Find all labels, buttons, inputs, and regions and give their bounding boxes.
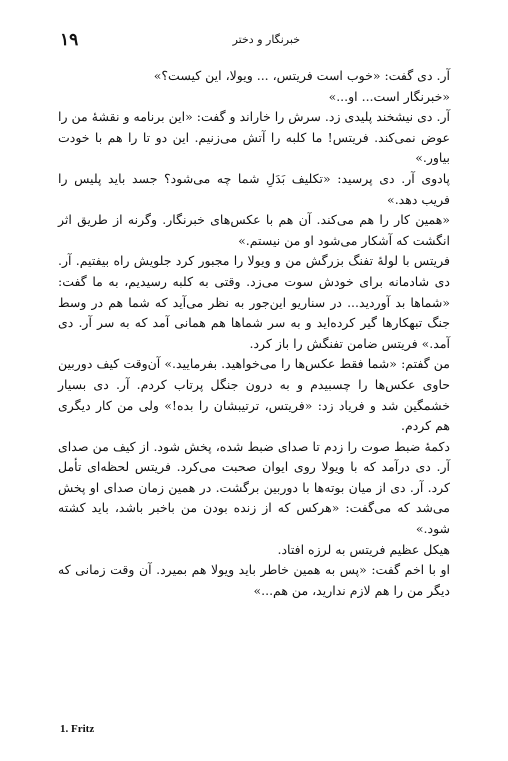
paragraph: پادوی آر. دی پرسید: «تکلیف بَدَلِ شما چه می‌شود؟ جسد باید پلیس را فریب دهد.» (58, 170, 450, 207)
paragraph: «همین کار را هم می‌کند. آن هم با عکس‌های خبرنگار. وگرنه از طریق اثر انگشت که آشکار می‌شود او من نیستم.» (58, 212, 450, 248)
running-title: خبرنگار و دختر (232, 33, 300, 46)
paragraph: فریتس با لولهٔ تفنگ بزرگش من و ویولا را مجبور کرد جلویش راه بیفتیم. آر. دی شادمانه برای خودش سوت می‌زد. وقتی به کلبه رسیدیم، به ما گفت: «شماها بد آوردید... در سناریو این‌جور به نظر می‌آید که شما هم در وسط جنگ تبهکارها گیر کرده‌اید و به سر شماها هم همانی آمد که به سر آر. دی آمد.» فریتس ضامن تفنگش را باز کرد. (58, 253, 450, 351)
page-header (60, 30, 450, 54)
paragraph: دکمهٔ ضبط صوت را زدم تا صدای ضبط شده، پخش شود. از کیف من صدای آر. دی درآمد که با ویولا روی ایوان صحبت می‌کرد. فریتس لحظه‌ای تأمل کرد. آر. دی از میان بوته‌ها با دوربین برگشت. در همین زمان صدای او پخش می‌شد که می‌گفت: «هرکس که از زنده بودن من باخبر باشد، باید کشته شود.» (58, 438, 450, 537)
page-number: ۱۹ (60, 30, 79, 50)
paragraph: «خبرنگار است... او...» (328, 88, 450, 104)
paragraph: آر. دی گفت: «خوب است فریتس، ... ویولا، این کیست؟» (153, 68, 450, 83)
paragraph: آر. دی نیشخند پلیدی زد. سرش را خاراند و گفت: «این برنامه و نقشهٔ من را عوض نمی‌کند. فریتس! ما کلبه را آتش می‌زنیم. این دو تا را هم با خودت بیاور.» (58, 109, 450, 166)
paragraph: من گفتم: «شما فقط عکس‌ها را می‌خواهید. بفرمایید.» آن‌وقت کیف دوربین حاوی عکس‌ها را چسبیدم و به درون جنگل پرتاب کردم. آر. دی بسیار خشمگین شد و فریاد زد: «فریتس، ترتیبشان را بده!» ولی من کار دیگری هم کردم. (58, 356, 450, 434)
footnote: 1. Fritz (60, 723, 95, 735)
body-text (58, 66, 450, 601)
paragraph: هیکل عظیم فریتس به لرزه افتاد. (277, 541, 450, 557)
paragraph: او با اخم گفت: «پس به همین خاطر باید ویولا هم بمیرد. آن وقت زمانی که دیگر من را هم لازم ندارید، من هم...» (58, 562, 450, 598)
